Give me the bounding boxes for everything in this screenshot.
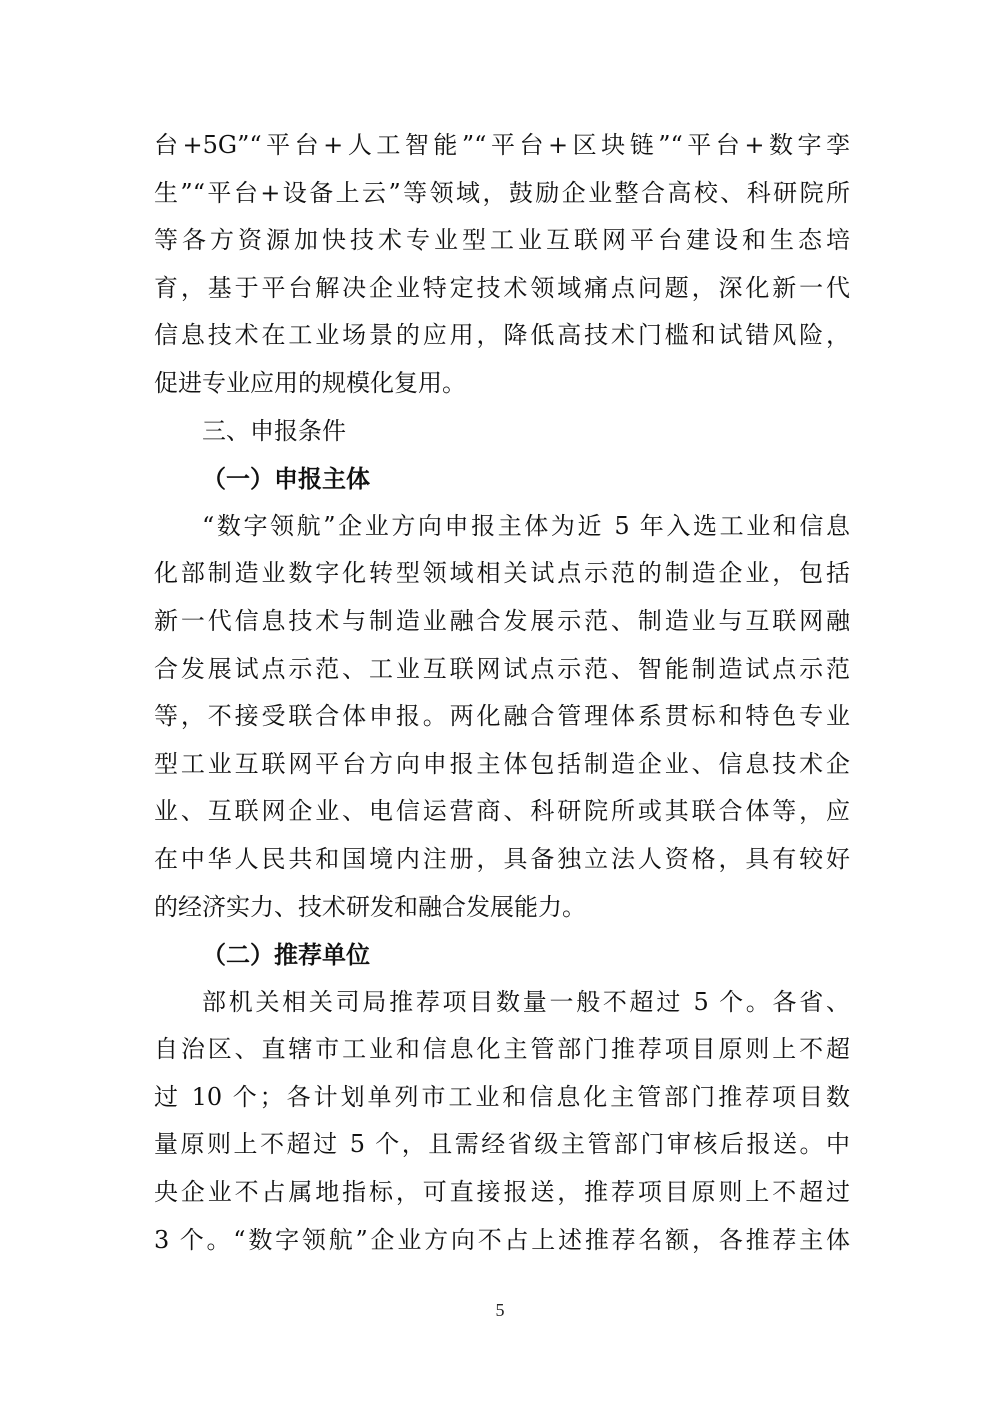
paragraph-line: 信息技术在工业场景的应用，降低高技术门槛和试错风险， — [154, 321, 850, 350]
section-heading: 三、申报条件 — [202, 416, 346, 445]
paragraph-line: 央企业不占属地指标，可直接报送，推荐项目原则上不超过 — [154, 1178, 850, 1207]
subsection-title-applicant: （一）申报主体 — [202, 464, 370, 494]
paragraph-line: 新一代信息技术与制造业融合发展示范、制造业与互联网融 — [154, 606, 850, 635]
paragraph-line: 合发展试点示范、工业互联网试点示范、智能制造试点示范 — [154, 654, 850, 683]
paragraph-line: “数字领航”企业方向申报主体为近 5 年入选工业和信息 — [202, 511, 850, 540]
paragraph-line: 自治区、直辖市工业和信息化主管部门推荐项目原则上不超 — [154, 1035, 850, 1064]
paragraph-line: 3 个。“数字领航”企业方向不占上述推荐名额，各推荐主体 — [154, 1225, 850, 1254]
paragraph-line: 过 10 个；各计划单列市工业和信息化主管部门推荐项目数 — [154, 1082, 850, 1111]
subsection-title-recommender: （二）推荐单位 — [202, 940, 370, 970]
page-number: 5 — [495, 1300, 505, 1320]
paragraph-line: 部机关相关司局推荐项目数量一般不超过 5 个。各省、 — [202, 987, 850, 1016]
paragraph-line: 等，不接受联合体申报。两化融合管理体系贯标和特色专业 — [154, 702, 850, 731]
recommender-paragraph — [154, 979, 850, 1265]
paragraph-line: 型工业互联网平台方向申报主体包括制造企业、信息技术企 — [154, 749, 850, 778]
paragraph-line: 台+5G”“平台+人工智能”“平台+区块链”“平台+数字孪 — [154, 131, 850, 159]
intro-paragraph — [154, 122, 850, 408]
paragraph-line: 化部制造业数字化转型领域相关试点示范的制造企业，包括 — [154, 559, 850, 588]
paragraph-line: 生”“平台+设备上云”等领域，鼓励企业整合高校、科研院所 — [154, 178, 850, 207]
paragraph-line: 业、互联网企业、电信运营商、科研院所或其联合体等，应 — [154, 797, 850, 826]
page-body — [154, 122, 850, 1264]
paragraph-line: 等各方资源加快技术专业型工业互联网平台建设和生态培 — [154, 226, 850, 255]
applicant-paragraph — [154, 503, 850, 931]
paragraph-line: 量原则上不超过 5 个，且需经省级主管部门审核后报送。中 — [154, 1130, 850, 1159]
paragraph-line: 促进专业应用的规模化复用。 — [154, 368, 466, 397]
paragraph-line: 育，基于平台解决企业特定技术领域痛点问题，深化新一代 — [154, 273, 850, 302]
paragraph-line: 的经济实力、技术研发和融合发展能力。 — [154, 892, 586, 921]
paragraph-line: 在中华人民共和国境内注册，具备独立法人资格，具有较好 — [154, 844, 850, 873]
